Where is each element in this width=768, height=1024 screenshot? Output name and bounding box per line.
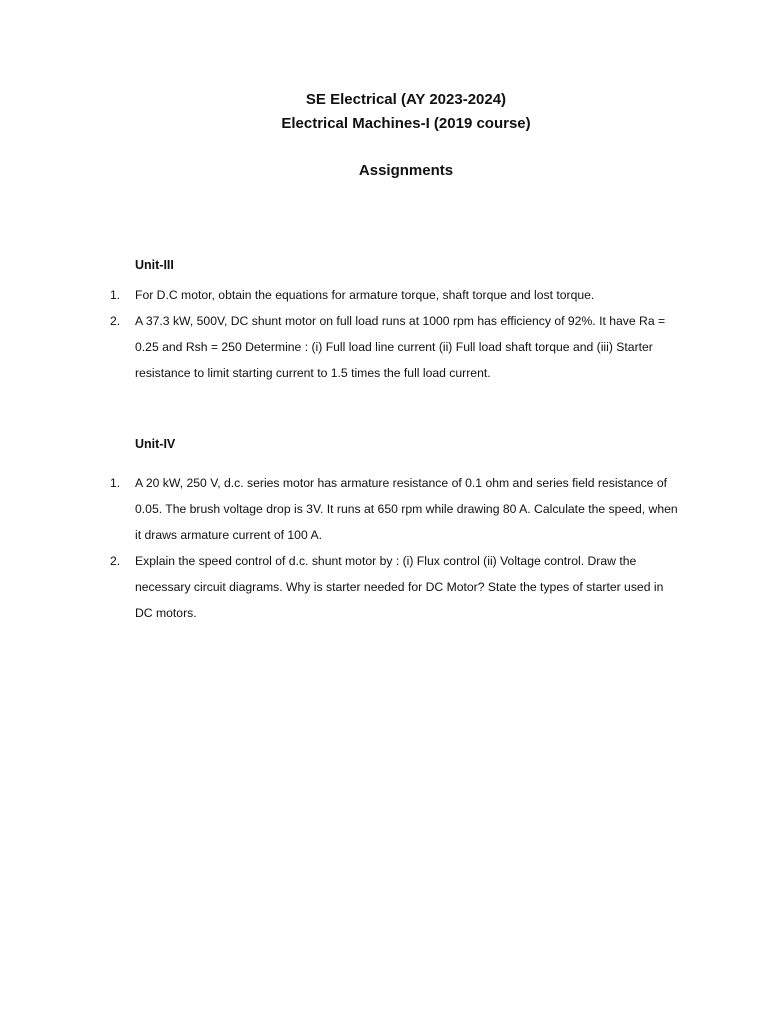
question-text: A 20 kW, 250 V, d.c. series motor has armature resistance of 0.1 ohm and series field resistance of 0.05. The brush voltage drop is 3V. It runs at 650 rpm while drawing 80 A. Calculate the speed, when it draws armature current of 100 A.	[135, 476, 678, 542]
question-number: 2.	[110, 554, 121, 568]
unit-heading: Unit-III	[135, 258, 174, 272]
question-item	[110, 282, 680, 308]
question-list	[110, 470, 680, 626]
unit-heading: Unit-IV	[135, 437, 176, 451]
question-number: 2.	[110, 314, 121, 328]
question-number: 1.	[110, 288, 121, 302]
question-text: A 37.3 kW, 500V, DC shunt motor on full load runs at 1000 rpm has efficiency of 92%. It have Ra = 0.25 and Rsh = 250 Determine : (i) Full load line current (ii) Full load shaft torque and (iii) Starter resistance to limit starting current to 1.5 times the full load current.	[135, 314, 666, 380]
question-list	[110, 282, 680, 386]
question-number: 1.	[110, 476, 121, 490]
question-text: For D.C motor, obtain the equations for armature torque, shaft torque and lost torque.	[135, 288, 595, 302]
question-item	[110, 548, 680, 626]
course-title: SE Electrical (AY 2023-2024)	[305, 91, 507, 108]
subject-title: Electrical Machines-I (2019 course)	[281, 115, 531, 132]
question-item	[110, 470, 680, 548]
question-item	[110, 308, 680, 386]
question-text: Explain the speed control of d.c. shunt motor by : (i) Flux control (ii) Voltage control. Draw the necessary circuit diagrams. Why is starter needed for DC Motor? State the types of starter used in DC motors.	[135, 554, 664, 620]
assignments-title: Assignments	[358, 162, 454, 179]
